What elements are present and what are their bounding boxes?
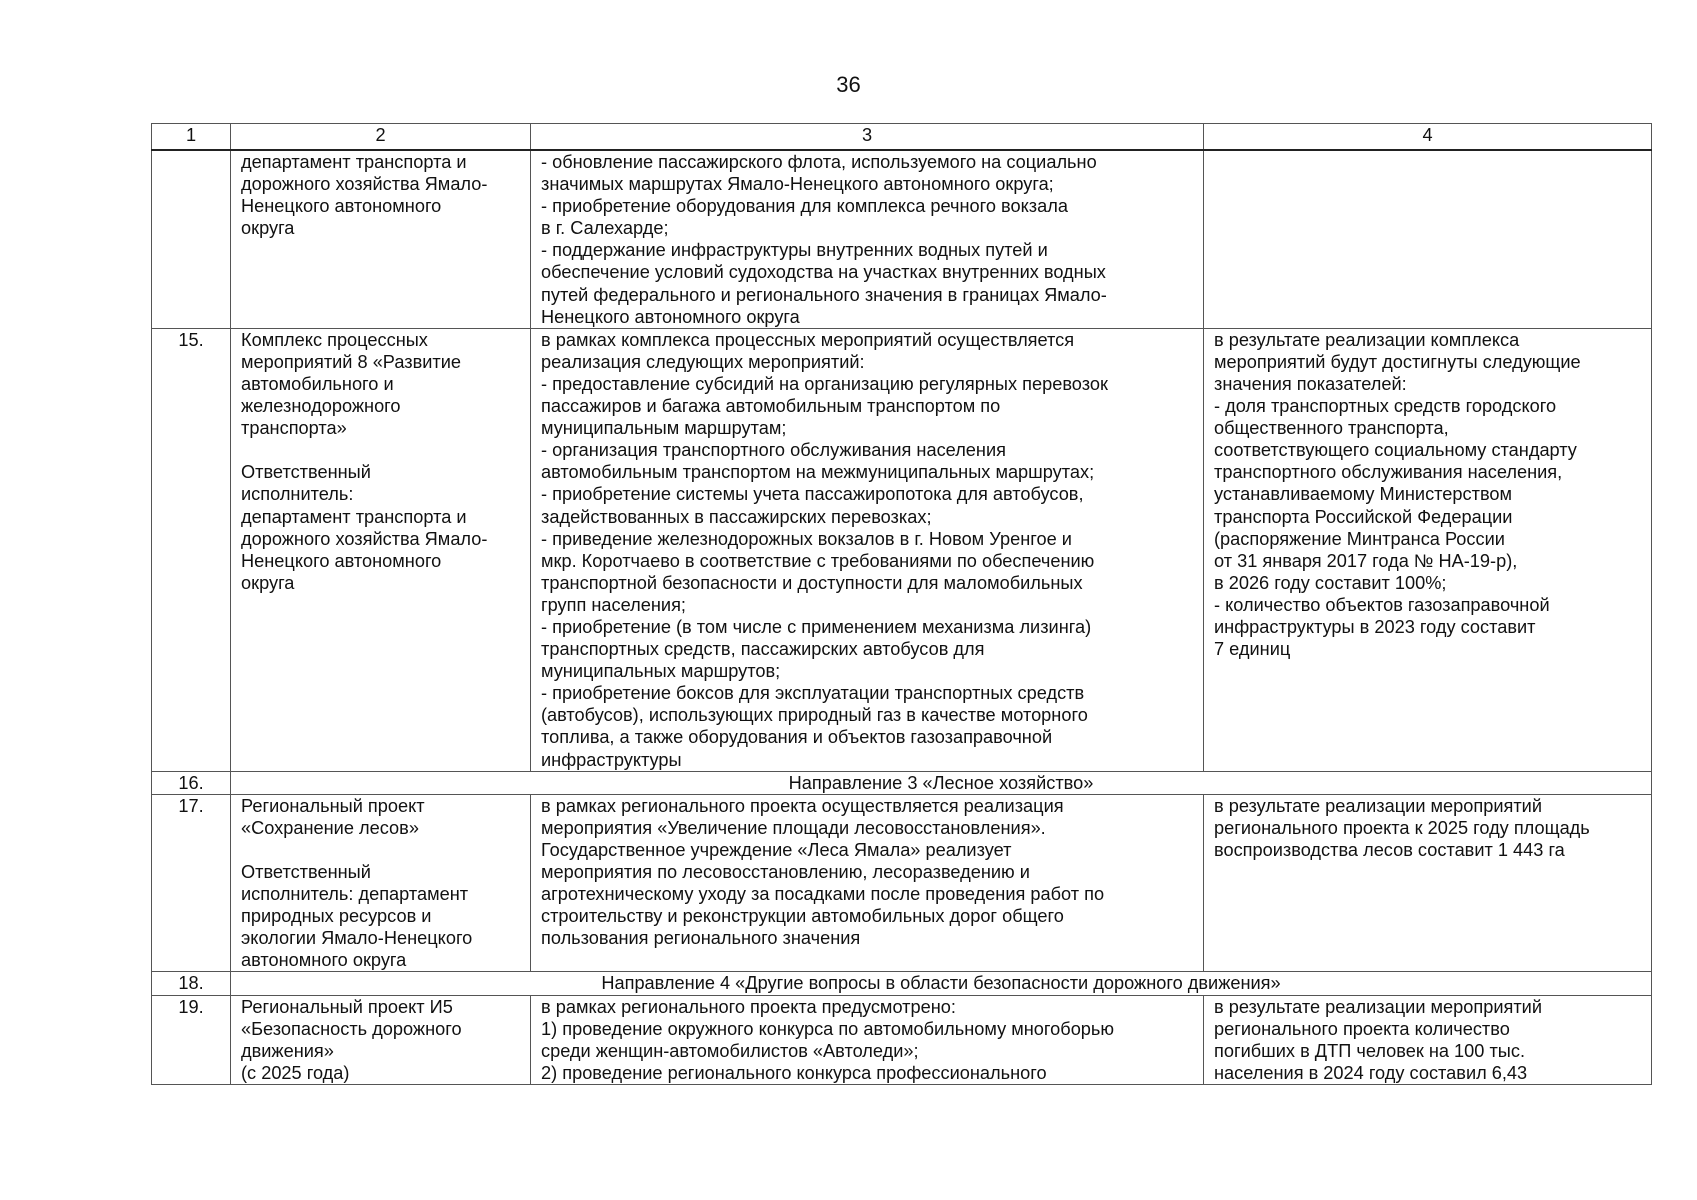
table-row (152, 995, 1652, 1084)
header-cell-1: 1 (152, 124, 231, 151)
page-number: 36 (836, 72, 861, 97)
responsible-cell: Комплекс процессных мероприятий 8 «Развитие автомобильного и железнодорожного транспорта» Ответственный исполнитель: департамент транспорта и дорожного хозяйства Ямало- Ненецкого автономного округа (231, 328, 531, 771)
header-cell-3: 3 (531, 124, 1204, 151)
responsible-cell: Региональный проект И5 «Безопасность дорожного движения» (с 2025 года) (231, 995, 531, 1084)
table-header-row (152, 124, 1652, 151)
results-cell (1204, 150, 1652, 328)
table-row (152, 328, 1652, 771)
responsible-cell: Региональный проект «Сохранение лесов» Ответственный исполнитель: департамент природных ресурсов и экологии Ямало-Ненецкого автономного округа (231, 794, 531, 972)
row-number: 16. (152, 771, 231, 794)
header-cell-2: 2 (231, 124, 531, 151)
measures-cell: в рамках регионального проекта предусмотрено: 1) проведение окружного конкурса по автомобильному многоборью среди женщин-автомобилистов «Автоледи»; 2) проведение регионального конкурса профессионального (531, 995, 1204, 1084)
row-number (152, 150, 231, 328)
results-cell: в результате реализации комплекса мероприятий будут достигнуты следующие значения показателей: - доля транспортных средств городского общественного транспорта, соответствующего социальному стандарту транспортного обслуживания населения, устанавливаемому Министерством транспорта Российской Федерации (распоряжение Минтранса России от 31 января 2017 года № НА-19-р), в 2026 году составит 100%; - количество объектов газозаправочной инфраструктуры в 2023 году составит 7 единиц (1204, 328, 1652, 771)
results-cell: в результате реализации мероприятий регионального проекта к 2025 году площадь воспроизводства лесов составит 1 443 га (1204, 794, 1652, 972)
measures-cell: - обновление пассажирского флота, используемого на социально значимых маршрутах Ямало-Ненецкого автономного округа; - приобретение оборудования для комплекса речного вокзала в г. Салехарде; - поддержание инфраструктуры внутренних водных путей и обеспечение условий судоходства на участках внутренних водных путей федерального и регионального значения в границах Ямало- Ненецкого автономного округа (531, 150, 1204, 328)
table-row (152, 794, 1652, 972)
responsible-cell: департамент транспорта и дорожного хозяйства Ямало- Ненецкого автономного округа (231, 150, 531, 328)
row-number: 15. (152, 328, 231, 771)
section-row (152, 771, 1652, 794)
measures-table (151, 123, 1652, 1085)
row-number: 19. (152, 995, 231, 1084)
table-row (152, 150, 1652, 328)
measures-cell: в рамках регионального проекта осуществляется реализация мероприятия «Увеличение площади лесовосстановления». Государственное учреждение «Леса Ямала» реализует мероприятия по лесовосстановлению, лесоразведению и агротехническому уходу за посадками после проведения работ по строительству и реконструкции автомобильных дорог общего пользования регионального значения (531, 794, 1204, 972)
section-row (152, 972, 1652, 995)
row-number: 18. (152, 972, 231, 995)
header-cell-4: 4 (1204, 124, 1652, 151)
measures-cell: в рамках комплекса процессных мероприятий осуществляется реализация следующих мероприятий: - предоставление субсидий на организацию регулярных перевозок пассажиров и багажа автомобильным транспортом по муниципальным маршрутам; - организация транспортного обслуживания населения автомобильным транспортом на межмуниципальных маршрутах; - приобретение системы учета пассажиропотока для автобусов, задействованных в пассажирских перевозках; - приведение железнодорожных вокзалов в г. Новом Уренгое и мкр. Коротчаево в соответствие с требованиями по обеспечению транспортной безопасности и доступности для маломобильных групп населения; - приобретение (в том числе с применением механизма лизинга) транспортных средств, пассажирских автобусов для муниципальных маршрутов; - приобретение боксов для эксплуатации транспортных средств (автобусов), использующих природный газ в качестве моторного топлива, а также оборудования и объектов газозаправочной инфраструктуры (531, 328, 1204, 771)
row-number: 17. (152, 794, 231, 972)
section-heading: Направление 4 «Другие вопросы в области безопасности дорожного движения» (231, 972, 1652, 995)
section-heading: Направление 3 «Лесное хозяйство» (231, 771, 1652, 794)
results-cell: в результате реализации мероприятий регионального проекта количество погибших в ДТП человек на 100 тыс. населения в 2024 году составил 6,43 (1204, 995, 1652, 1084)
